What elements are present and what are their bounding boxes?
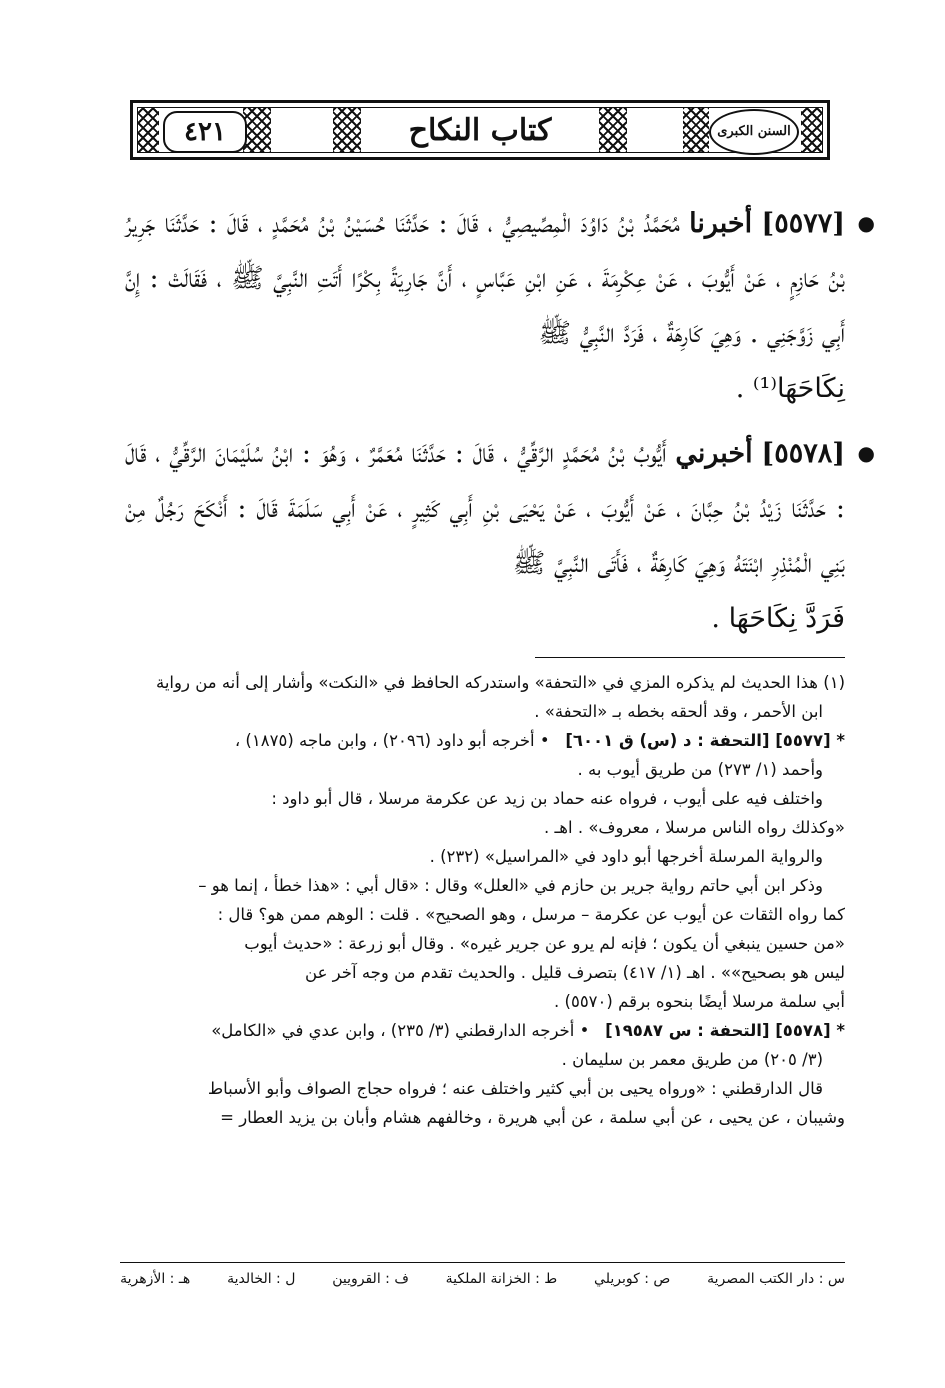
takhrij-text: واختلف فيه على أيوب ، فرواه عنه حماد بن زيد عن عكرمة مرسلا ، قال أبو داود : <box>271 789 823 808</box>
hadith-line: أَيُّوبُ بْنُ مُحَمَّدٍ الرَّقِّيُّ ، قَالَ : حَدَّثَنَا مُعَمَّرٌ ، وَهُوَ : ابْنُ سُلَيْمَانَ <box>215 438 667 469</box>
page-number: ٤٢١ <box>163 111 247 153</box>
ornament-pattern <box>599 107 627 153</box>
hadith-lead: أخبرني <box>675 438 753 469</box>
hadith-line: نِكَاحَهَا⁽¹⁾ . <box>735 373 845 404</box>
footnotes <box>120 668 845 1132</box>
manuscript-code: س : دار الكتب المصرية <box>707 1271 845 1287</box>
manuscript-code: ص : كوبريلي <box>594 1271 671 1287</box>
takhrij-text: (٣/ ٢٠٥) من طريق معمر بن سليمان . <box>561 1050 823 1069</box>
takhrij-text: وشيبان ، عن يحيى ، عن أبي سلمة ، عن أبي هريرة ، وخالفهم هشام وأبان بن يزيد العطار = <box>220 1108 845 1127</box>
ornament-pattern <box>137 107 159 153</box>
hadith-line: الرَّقِّيُّ ، قَالَ : حَدَّثَنَا زَيْدُ بْنُ حِبَّانَ ، عَنْ أَيُّوبَ ، عَنْ يَحْيَى بْنِ أَبِي كَثِيرٍ ، عَنْ <box>125 438 845 524</box>
main-text <box>125 196 875 656</box>
takhrij-text: ليس هو بصحيح»» . اهـ (١/ ٤١٧) بتصرف قليل . والحديث تقدم من وجه آخر عن <box>305 963 845 982</box>
takhrij-5577 <box>120 726 845 755</box>
takhrij-text: أبي سلمة مرسلا أيضًا بنحوه برقم (٥٥٧٠) . <box>554 992 845 1011</box>
takhrij-heading: * [٥٥٧٧] [التحفة : د (س) ق ٦٠٠١] <box>565 731 845 750</box>
footnote-divider <box>535 657 845 658</box>
takhrij-text: وأحمد (١/ ٢٧٣) من طريق أيوب به . <box>577 760 823 779</box>
ornament-pattern <box>801 107 823 153</box>
hadith-lead: أخبرنا <box>689 208 753 239</box>
hadith-line: أَبِي سَلَمَةَ قَالَ : أَنْكَحَ رَجُلٌ مِنْ بَنِي الْمُنْذِرِ ابْنَتَهُ وَهِيَ كَارِهَةٌ ، فَأَتَى النَّبِيَّ ﷺ <box>125 493 845 579</box>
hadith-number: [٥٥٧٨] <box>761 438 845 469</box>
manuscript-code: ل : الخالدية <box>227 1271 296 1287</box>
takhrij-text: كما رواه الثقات عن أيوب عن عكرمة – مرسل ، وهو الصحيح» . قلت : الوهم ممن هو؟ قال : <box>217 905 845 924</box>
hadith-line: مُحَمَّدُ بْنُ دَاوُدَ الْمِصِّيصِيُّ ، قَالَ : حَدَّثَنَا حُسَيْنُ بْنُ مُحَمَّدٍ ، <box>257 208 680 239</box>
bullet-icon: ● <box>857 211 875 235</box>
takhrij-5578 <box>120 1016 845 1045</box>
takhrij-heading: * [٥٥٧٨] [التحفة : س ١٩٥٨٧] <box>605 1021 845 1040</box>
hadith-5578 <box>125 426 875 646</box>
takhrij-text: • أخرجه الدارقطني (٣/ ٢٣٥) ، وابن عدي في «الكامل» <box>211 1021 590 1040</box>
manuscript-code: ط : الخزانة الملكية <box>445 1271 558 1287</box>
hadith-line: قَالَ : حَدَّثَنَا جَرِيرُ بْنُ حَازِمٍ ، عَنْ أَيُّوبَ ، عَنْ عِكْرِمَةَ ، عَنِ ابْنِ عَبَّاسٍ ، أَنَّ جَارِيَةً <box>125 208 845 294</box>
manuscript-key <box>120 1268 845 1290</box>
takhrij-text: وذكر ابن أبي حاتم رواية جرير بن حازم في «العلل» وقال : «قال أبي : «هذا خطأ ، إنما هو – <box>198 876 823 895</box>
takhrij-text: «من حسين ينبغي أن يكون ؛ فإنه لم يرو عن جرير غيره» . وقال أبو زرعة : «حديث أيوب <box>244 934 845 953</box>
hadith-number: [٥٥٧٧] <box>761 208 845 239</box>
book-title: كتاب النكاح <box>408 112 552 148</box>
ornament-pattern <box>333 107 361 153</box>
book-logo: السنن الكبرى <box>709 109 799 155</box>
ornament-pattern <box>683 107 709 153</box>
footnote-text: ابن الأحمر ، وقد ألحقه بخطه بـ «التحفة» . <box>534 702 823 721</box>
hadith-5577 <box>125 196 875 416</box>
ornament-pattern <box>243 107 271 153</box>
footnote-text: (١) هذا الحديث لم يذكره المزي في «التحفة» واستدركه الحافظ في «النكت» وأشار إلى أنه من رواية <box>155 673 845 692</box>
header-banner <box>130 100 830 160</box>
manuscript-code: ف : القرويين <box>332 1271 409 1287</box>
takhrij-text: «وكذلك رواه الناس مرسلا ، معروف» . اهـ . <box>543 818 845 837</box>
takhrij-text: والرواية المرسلة أخرجها أبو داود في «المراسيل» (٢٣٢) . <box>429 847 823 866</box>
footer-divider <box>120 1262 845 1263</box>
manuscript-code: هـ : الأزهرية <box>120 1271 191 1287</box>
takhrij-text: • أخرجه أبو داود (٢٠٩٦) ، وابن ماجه (١٨٧٥) ، <box>234 731 550 750</box>
takhrij-text: قال الدارقطني : «ورواه يحيى بن أبي كثير واختلف عنه ؛ فرواه حجاج الصواف وأبو الأسباط <box>207 1079 823 1098</box>
hadith-line: بِكْرًا أَتَتِ النَّبِيَّ ﷺ ، فَقَالَتْ : إِنَّ أَبِي زَوَّجَنِي . وَهِيَ كَارِهَةٌ ، فَرَدَّ النَّبِيُّ ﷺ <box>125 263 845 349</box>
bullet-icon: ● <box>857 441 875 465</box>
hadith-line: فَرَدَّ نِكَاحَهَا . <box>711 603 845 634</box>
